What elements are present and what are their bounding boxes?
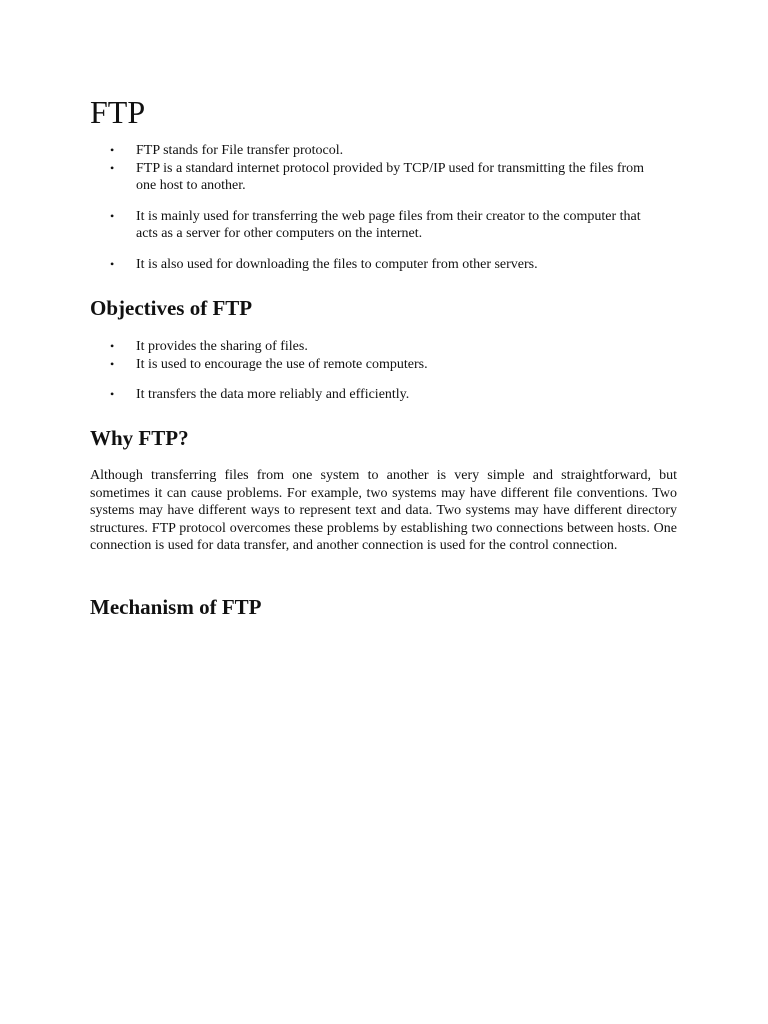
intro-bullet-list (90, 142, 660, 273)
list-item: • It is also used for downloading the files to computer from other servers. (90, 256, 660, 274)
list-item: • It is used to encourage the use of remote computers. (90, 356, 660, 374)
list-item: • It provides the sharing of files. (90, 338, 660, 356)
list-item: • FTP stands for File transfer protocol. (90, 142, 660, 160)
list-item: • It is mainly used for transferring the web page files from their creator to the computer that acts as a server for other computers on the internet. (90, 208, 660, 243)
mechanism-heading: Mechanism of FTP (90, 595, 262, 619)
objectives-bullet-list (90, 338, 660, 404)
why-paragraph: Although transferring files from one system to another is very simple and straightforward, but sometimes it can cause problems. For example, two systems may have different file conventions. Two systems may have different ways to represent text and data. Two systems may have different directory structures. FTP protocol overcomes these problems by establishing two connections between hosts. One connection is used for data transfer, and another connection is used for the control connection. (90, 468, 677, 553)
list-item: • It transfers the data more reliably and efficiently. (90, 386, 660, 404)
objectives-heading: Objectives of FTP (90, 296, 253, 320)
page-title: FTP (90, 94, 146, 130)
list-item: • FTP is a standard internet protocol provided by TCP/IP used for transmitting the files from one host to another. (90, 160, 660, 195)
why-heading: Why FTP? (90, 426, 189, 450)
